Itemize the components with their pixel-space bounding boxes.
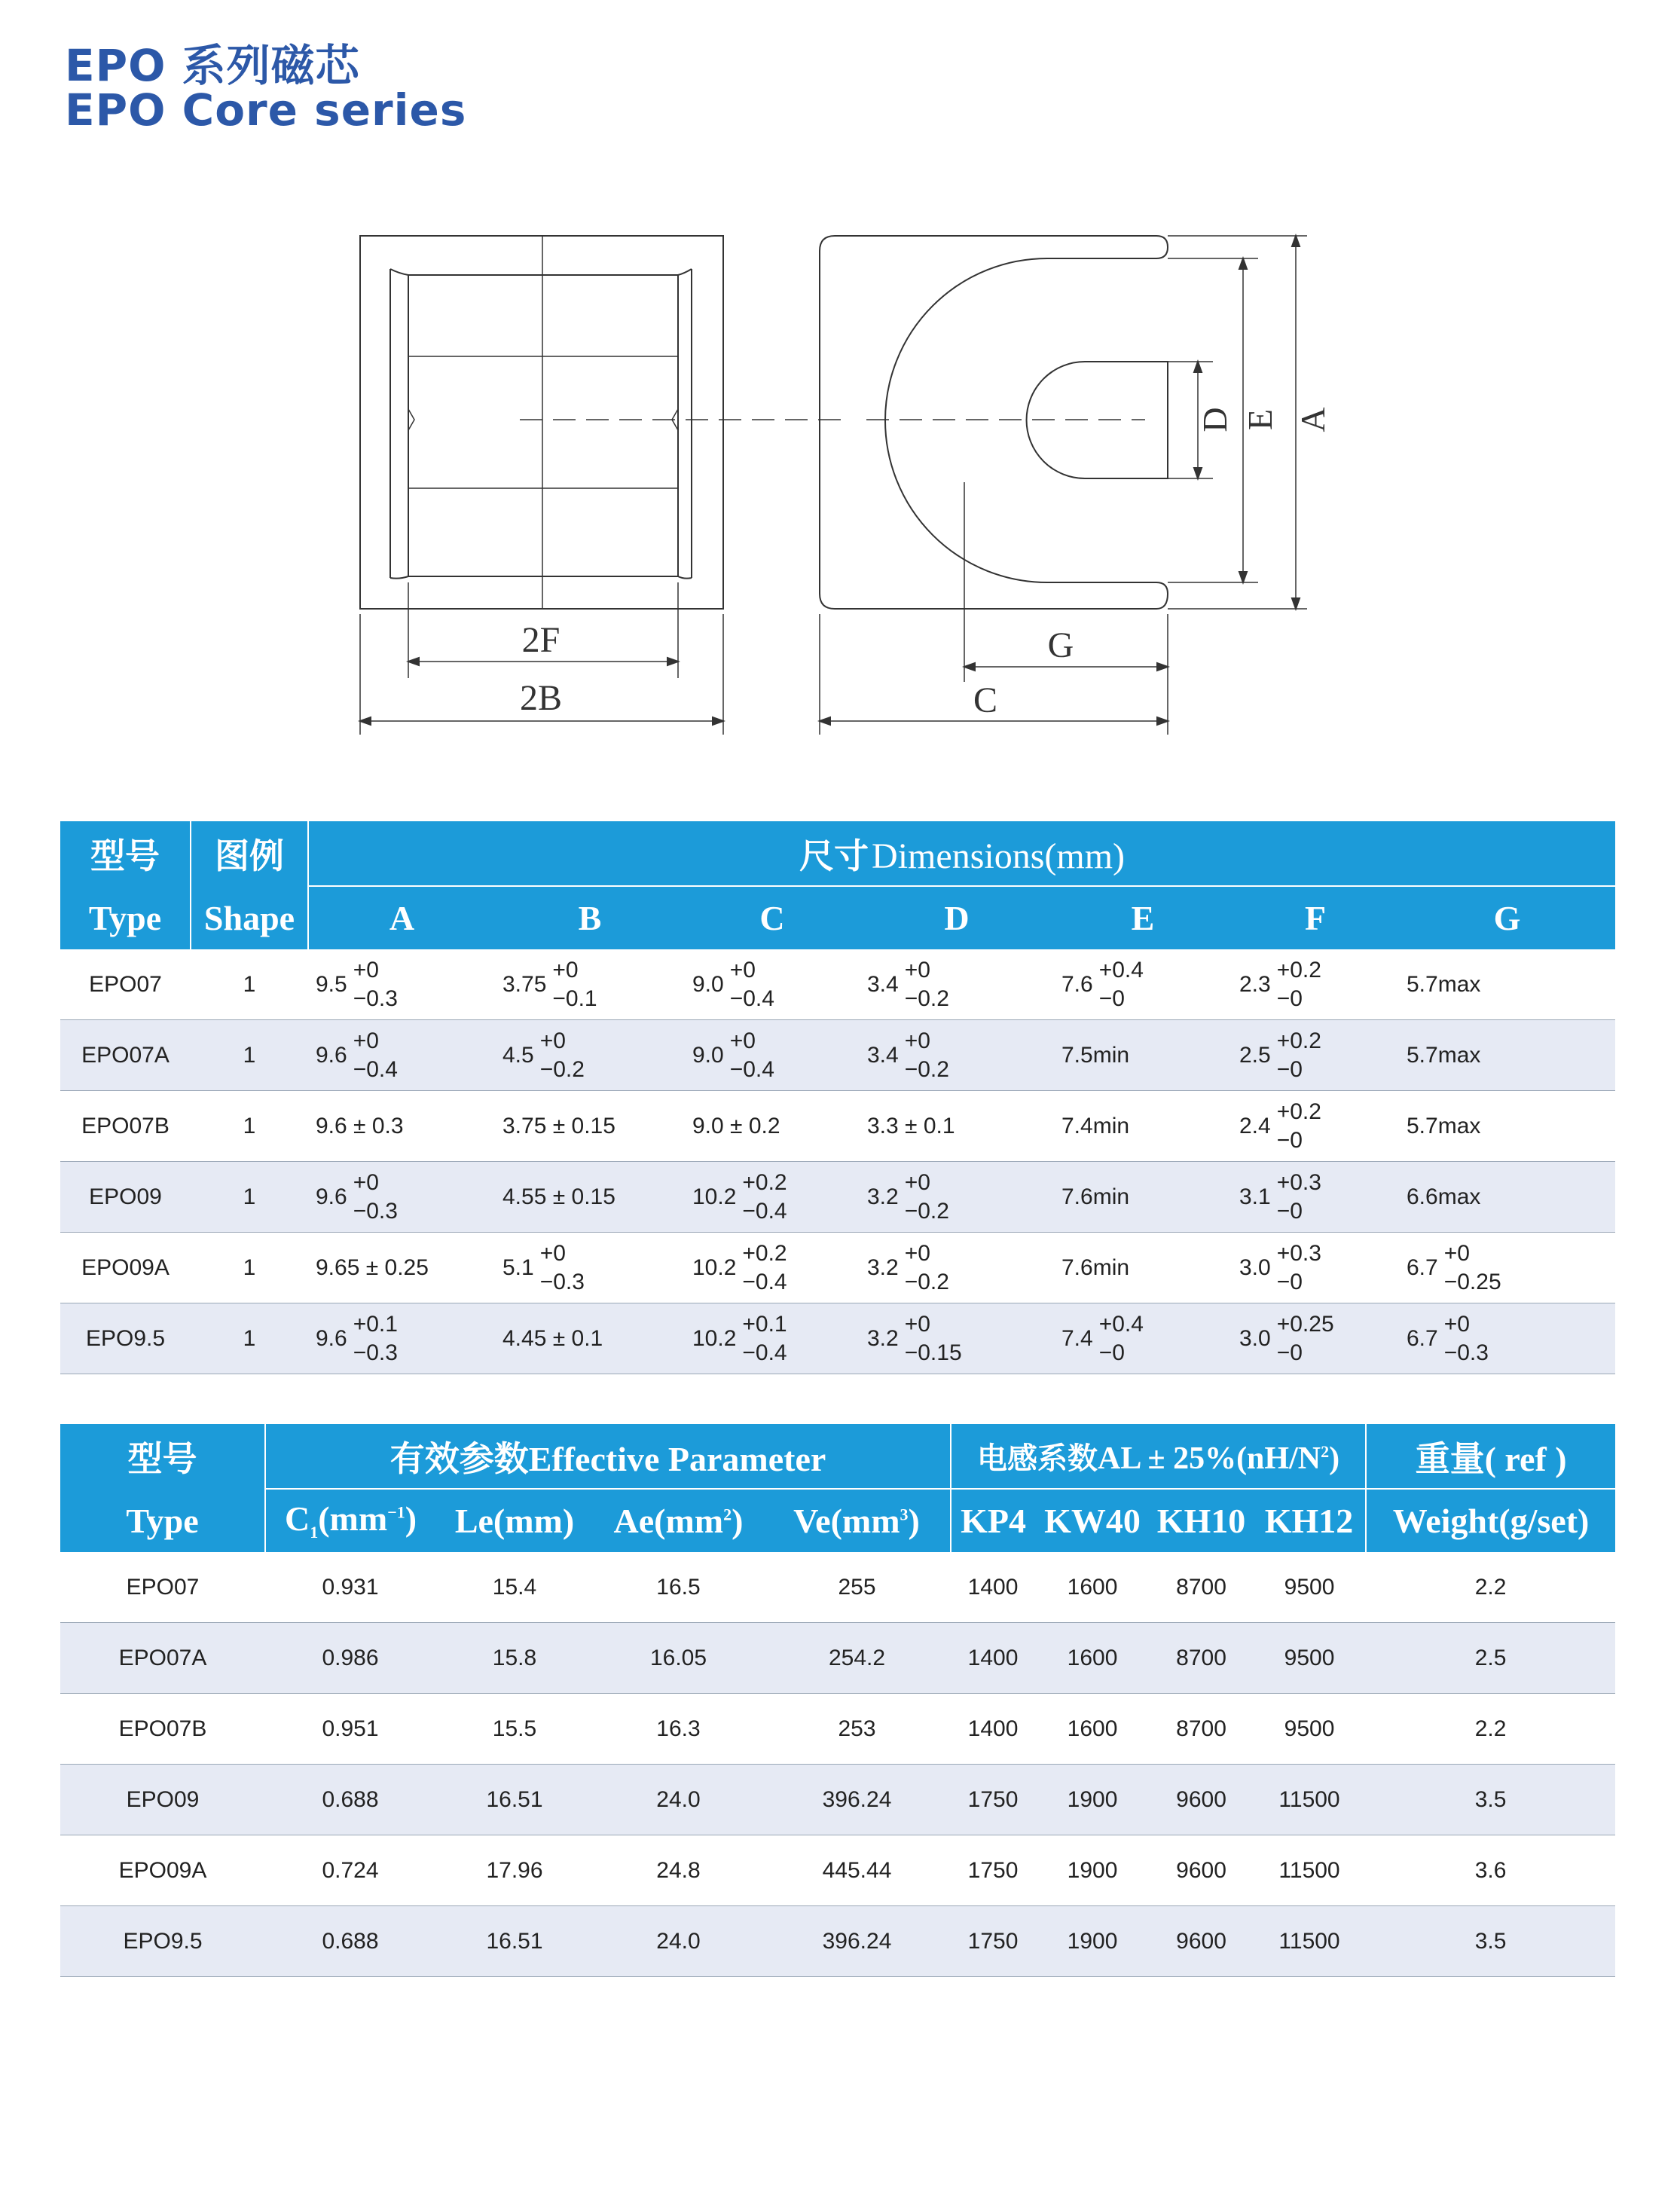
table-row [60,1765,1615,1835]
dim-label-g: G [1047,625,1074,665]
tolerance-lower: −0 [1276,1056,1303,1082]
cell-g [1399,1091,1615,1162]
cell-value: 9.6 [316,1184,347,1209]
cell-kh12: 11500 [1253,1906,1366,1977]
cell-f [1232,1020,1399,1091]
cell-tolerance [353,957,398,1011]
cell-tolerance [353,1169,398,1224]
cell-value: 3.3 ± 0.1 [867,1114,955,1139]
tolerance-lower: −0.4 [742,1198,787,1224]
cell-type: EPO07 [60,1552,265,1623]
cell-value: 9.0 [692,1042,724,1068]
cell-value: 3.75 [502,971,547,997]
cell-b [495,1303,685,1374]
cell-c [685,949,860,1020]
cell-value: 2.4 [1239,1113,1271,1138]
cell-ve: 253 [763,1694,951,1765]
cell-value: 10.2 [692,1184,737,1209]
tolerance-lower: −0 [1276,1269,1303,1294]
cell-value: 3.0 [1239,1254,1271,1280]
cell-f [1232,1233,1399,1303]
cell-c1: 0.951 [265,1694,435,1765]
tolerance-upper: +0 [729,957,756,982]
cell-kp4: 1400 [951,1694,1035,1765]
col-header-g: G [1399,886,1615,949]
cell-type: EPO09A [60,1233,191,1303]
cell-kh10: 8700 [1150,1694,1253,1765]
table-row [60,1906,1615,1977]
cell-shape: 1 [191,1162,308,1233]
cell-weight: 3.5 [1366,1906,1615,1977]
tolerance-upper: +0 [353,1169,379,1195]
cell-value: 5.7max [1407,1114,1481,1139]
cell-d [860,1303,1054,1374]
cell-value: 3.2 [867,1254,899,1280]
tolerance-lower: −0.2 [904,1198,949,1224]
tolerance-upper: +0 [1443,1240,1470,1266]
table-row [60,1233,1615,1303]
header-type-cn: 型号 [60,821,191,886]
tolerance-lower: −0 [1276,1198,1303,1224]
cell-value: 7.6min [1061,1184,1130,1210]
tolerance-upper: +0 [353,957,379,982]
table-row [60,1020,1615,1091]
tolerance-lower: −0.2 [904,1269,949,1294]
cell-kh12: 9500 [1253,1552,1366,1623]
tolerance-upper: +0.2 [742,1240,787,1266]
tolerance-upper: +0.3 [1276,1169,1321,1195]
cell-value: 9.0 [692,971,724,997]
cell-shape: 1 [191,1091,308,1162]
cell-tolerance [1276,1169,1321,1224]
cell-c1: 0.688 [265,1765,435,1835]
cell-tolerance [904,1240,949,1294]
cell-value: 2.5 [1239,1042,1271,1068]
cell-value: 3.0 [1239,1325,1271,1351]
cell-value: 10.2 [692,1254,737,1280]
cell-kp4: 1750 [951,1765,1035,1835]
cell-type: EPO07 [60,949,191,1020]
cell-value: 3.2 [867,1325,899,1351]
cell-value: 3.1 [1239,1184,1271,1209]
header-weight-cn: 重量( ref ) [1366,1424,1615,1489]
cell-le: 16.51 [435,1765,594,1835]
cell-value: 6.6max [1407,1184,1481,1210]
tolerance-lower: −0 [1276,1127,1303,1153]
tolerance-lower: −0.15 [904,1340,962,1365]
cell-kh12: 11500 [1253,1835,1366,1906]
cell-kh12: 11500 [1253,1765,1366,1835]
tolerance-upper: +0 [353,1028,379,1053]
cell-g [1399,1303,1615,1374]
tolerance-upper: +0.2 [1276,1028,1321,1053]
cell-tolerance [1276,957,1321,1011]
cell-kw40: 1900 [1035,1835,1150,1906]
cell-weight: 3.5 [1366,1765,1615,1835]
cell-kh10: 9600 [1150,1906,1253,1977]
cell-ae: 24.8 [594,1835,763,1906]
cell-c1: 0.986 [265,1623,435,1694]
table-row [60,1303,1615,1374]
cell-ae: 24.0 [594,1906,763,1977]
cell-le: 17.96 [435,1835,594,1906]
tolerance-upper: +0.2 [1276,1099,1321,1124]
cell-c1: 0.688 [265,1906,435,1977]
cell-shape: 1 [191,1233,308,1303]
tolerance-upper: +0.1 [353,1311,398,1337]
header-shape-en: Shape [191,886,308,949]
cell-ve: 445.44 [763,1835,951,1906]
cell-ae: 16.5 [594,1552,763,1623]
tolerance-lower: −0.4 [729,1056,774,1082]
col-header-weight: Weight(g/set) [1366,1489,1615,1552]
cell-weight: 3.6 [1366,1835,1615,1906]
cell-tolerance [1276,1311,1334,1365]
cell-value: 9.6 ± 0.3 [316,1114,404,1139]
tolerance-lower: −0.3 [539,1269,585,1294]
cell-c1: 0.724 [265,1835,435,1906]
tolerance-lower: −0.25 [1443,1269,1501,1294]
side-view [360,236,844,735]
tolerance-lower: −0.3 [353,986,398,1011]
tolerance-upper: +0 [904,957,930,982]
cell-weight: 2.2 [1366,1694,1615,1765]
cell-b [495,1162,685,1233]
col-header-f: F [1232,886,1399,949]
cell-e [1054,1020,1232,1091]
cell-value: 7.6min [1061,1255,1130,1281]
cell-kw40: 1900 [1035,1765,1150,1835]
cell-le: 15.4 [435,1552,594,1623]
tolerance-upper: +0.4 [1098,957,1144,982]
cell-value: 7.6 [1061,971,1093,997]
tolerance-upper: +0 [904,1240,930,1266]
col-header-e: E [1054,886,1232,949]
cell-f [1232,1303,1399,1374]
cell-shape: 1 [191,1303,308,1374]
cell-tolerance [904,1311,962,1365]
header2-type-cn: 型号 [60,1424,265,1489]
cell-e [1054,1162,1232,1233]
cell-value: 10.2 [692,1325,737,1351]
cell-tolerance [1443,1240,1501,1294]
cell-c [685,1162,860,1233]
cell-c [685,1020,860,1091]
cell-tolerance [1443,1311,1489,1365]
cell-value: 3.4 [867,1042,899,1068]
cell-value: 3.2 [867,1184,899,1209]
cell-value: 9.65 ± 0.25 [316,1255,429,1281]
dim-label-d: D [1196,407,1234,432]
tolerance-lower: −0.4 [729,986,774,1011]
cell-f [1232,1091,1399,1162]
cell-value: 9.5 [316,971,347,997]
header-dimensions: 尺寸 Dimensions(mm) [308,821,1615,886]
table-row [60,1091,1615,1162]
col-header-kp4: KP4 [951,1489,1035,1552]
header-type-en: Type [60,886,191,949]
col-header-d: D [860,886,1054,949]
cell-a [308,949,495,1020]
dim-label-2b: 2B [519,678,563,718]
cell-shape: 1 [191,1020,308,1091]
col-header-c1: $C_1(mm^{-1})$ [265,1489,435,1552]
cell-value: 5.1 [502,1254,534,1280]
cell-type: EPO9.5 [60,1303,191,1374]
cell-value: 5.7max [1407,972,1481,998]
cell-b [495,1091,685,1162]
cell-g [1399,1233,1615,1303]
cell-value: 9.6 [316,1325,347,1351]
dim-label-e: E [1241,408,1279,431]
table-row [60,1623,1615,1694]
cell-value: 6.7 [1407,1325,1438,1351]
tolerance-lower: −0 [1098,986,1125,1011]
cell-le: 15.8 [435,1623,594,1694]
cell-value: 7.4 [1061,1325,1093,1351]
cell-a [308,1020,495,1091]
cell-type: EPO07B [60,1694,265,1765]
cell-value: 6.7 [1407,1254,1438,1280]
dim-label-c: C [973,680,998,720]
dimensions-table [60,821,1615,1374]
table-row [60,1552,1615,1623]
cell-c [685,1233,860,1303]
cell-tolerance [1098,1311,1144,1365]
cell-a [308,1091,495,1162]
cell-g [1399,949,1615,1020]
cell-tolerance [904,1169,949,1224]
tolerance-upper: +0.25 [1276,1311,1334,1337]
table-row [60,1162,1615,1233]
cell-tolerance [729,957,774,1011]
cell-kh12: 9500 [1253,1694,1366,1765]
page-title-chinese: EPO 系列磁芯 [65,40,360,91]
cell-ae: 16.05 [594,1623,763,1694]
cell-tolerance [552,957,597,1011]
tolerance-upper: +0.1 [742,1311,787,1337]
tolerance-upper: +0 [904,1028,930,1053]
col-header-le: Le(mm) [435,1489,594,1552]
cell-e [1054,1091,1232,1162]
cell-type: EPO09 [60,1765,265,1835]
tolerance-lower: −0 [1098,1340,1125,1365]
cell-b [495,949,685,1020]
tolerance-lower: −0.3 [1443,1340,1489,1365]
tolerance-upper: +0 [1443,1311,1470,1337]
cell-kw40: 1600 [1035,1623,1150,1694]
cell-tolerance [1276,1028,1321,1082]
cell-d [860,949,1054,1020]
cell-kh10: 9600 [1150,1765,1253,1835]
cell-ae: 16.3 [594,1694,763,1765]
core-dimension-drawing [347,222,1332,750]
front-view [820,236,1332,735]
cell-tolerance [729,1028,774,1082]
cell-value: 4.55 ± 0.15 [502,1184,615,1210]
cell-c [685,1303,860,1374]
cell-kh10: 9600 [1150,1835,1253,1906]
cell-le: 15.5 [435,1694,594,1765]
col-header-kw40: KW40 [1035,1489,1150,1552]
cell-g [1399,1162,1615,1233]
cell-value: 3.75 ± 0.15 [502,1114,615,1139]
table-row [60,949,1615,1020]
col-header-b: B [495,886,685,949]
cell-tolerance [353,1028,398,1082]
col-header-ae: $Ae(mm^2)$ [594,1489,763,1552]
cell-ve: 396.24 [763,1906,951,1977]
cell-b [495,1233,685,1303]
tolerance-lower: −0.1 [552,986,597,1011]
tolerance-lower: −0.2 [904,1056,949,1082]
cell-kh12: 9500 [1253,1623,1366,1694]
cell-f [1232,949,1399,1020]
cell-tolerance [353,1311,398,1365]
cell-tolerance [1276,1240,1321,1294]
cell-a [308,1233,495,1303]
cell-a [308,1303,495,1374]
cell-a [308,1162,495,1233]
cell-value: 9.0 ± 0.2 [692,1114,780,1139]
tolerance-upper: +0.4 [1098,1311,1144,1337]
tolerance-lower: −0 [1276,1340,1303,1365]
tolerance-lower: −0.2 [904,986,949,1011]
table-row [60,1835,1615,1906]
cell-e [1054,1303,1232,1374]
tolerance-lower: −0 [1276,986,1303,1011]
cell-value: 2.3 [1239,971,1271,997]
cell-d [860,1020,1054,1091]
cell-e [1054,949,1232,1020]
tolerance-upper: +0 [539,1240,566,1266]
cell-kw40: 1900 [1035,1906,1150,1977]
cell-ae: 24.0 [594,1765,763,1835]
col-header-kh10: KH10 [1150,1489,1253,1552]
cell-weight: 2.5 [1366,1623,1615,1694]
cell-tolerance [742,1240,787,1294]
cell-value: 7.5min [1061,1043,1130,1068]
col-header-kh12: KH12 [1253,1489,1366,1552]
cell-tolerance [742,1169,787,1224]
tolerance-upper: +0 [904,1311,930,1337]
cell-tolerance [904,1028,949,1082]
cell-ve: 255 [763,1552,951,1623]
cell-d [860,1162,1054,1233]
cell-b [495,1020,685,1091]
cell-kp4: 1400 [951,1623,1035,1694]
cell-g [1399,1020,1615,1091]
cell-tolerance [904,957,949,1011]
cell-kp4: 1750 [951,1835,1035,1906]
cell-tolerance [742,1311,787,1365]
tolerance-upper: +0 [539,1028,566,1053]
cell-value: 4.45 ± 0.1 [502,1326,603,1352]
cell-tolerance [1276,1099,1321,1153]
cell-shape: 1 [191,949,308,1020]
cell-type: EPO09A [60,1835,265,1906]
cell-kh10: 8700 [1150,1552,1253,1623]
col-header-a: A [308,886,495,949]
header-shape-cn: 图例 [191,821,308,886]
dim-label-2f: 2F [521,620,561,660]
cell-value: 4.5 [502,1042,534,1068]
col-header-c: C [685,886,860,949]
col-header-ve: $Ve(mm^3)$ [763,1489,951,1552]
cell-le: 16.51 [435,1906,594,1977]
page-title-english: EPO Core series [65,84,467,136]
tolerance-lower: −0.4 [742,1340,787,1365]
cell-kp4: 1400 [951,1552,1035,1623]
cell-c [685,1091,860,1162]
tolerance-lower: −0.4 [353,1056,398,1082]
tolerance-upper: +0 [552,957,579,982]
header-effective-parameter: 有效参数Effective Parameter [265,1424,951,1489]
cell-f [1232,1162,1399,1233]
tolerance-upper: +0.3 [1276,1240,1321,1266]
tolerance-upper: +0 [904,1169,930,1195]
cell-c1: 0.931 [265,1552,435,1623]
cell-tolerance [539,1028,585,1082]
cell-d [860,1091,1054,1162]
tolerance-lower: −0.3 [353,1198,398,1224]
cell-type: EPO9.5 [60,1906,265,1977]
cell-kp4: 1750 [951,1906,1035,1977]
cell-ve: 254.2 [763,1623,951,1694]
cell-type: EPO07A [60,1020,191,1091]
cell-value: 9.6 [316,1042,347,1068]
tolerance-upper: +0 [729,1028,756,1053]
cell-value: 7.4min [1061,1114,1130,1139]
cell-tolerance [1098,957,1144,1011]
tolerance-lower: −0.3 [353,1340,398,1365]
effective-parameter-table [60,1424,1615,1977]
cell-tolerance [539,1240,585,1294]
cell-d [860,1233,1054,1303]
cell-kw40: 1600 [1035,1552,1150,1623]
table-row [60,1694,1615,1765]
cell-e [1054,1233,1232,1303]
cell-kh10: 8700 [1150,1623,1253,1694]
cell-ve: 396.24 [763,1765,951,1835]
cell-type: EPO09 [60,1162,191,1233]
dim-label-a: A [1294,407,1332,432]
cell-kw40: 1600 [1035,1694,1150,1765]
cell-value: 3.4 [867,971,899,997]
cell-weight: 2.2 [1366,1552,1615,1623]
cell-type: EPO07A [60,1623,265,1694]
tolerance-upper: +0.2 [742,1169,787,1195]
cell-value: 5.7max [1407,1043,1481,1068]
cell-type: EPO07B [60,1091,191,1162]
tolerance-lower: −0.4 [742,1269,787,1294]
tolerance-upper: +0.2 [1276,957,1321,982]
header2-type-en: Type [60,1489,265,1552]
header-inductance-factor: 电感系数AL ± $25\%(nH/N^2)$ [951,1424,1366,1489]
tolerance-lower: −0.2 [539,1056,585,1082]
